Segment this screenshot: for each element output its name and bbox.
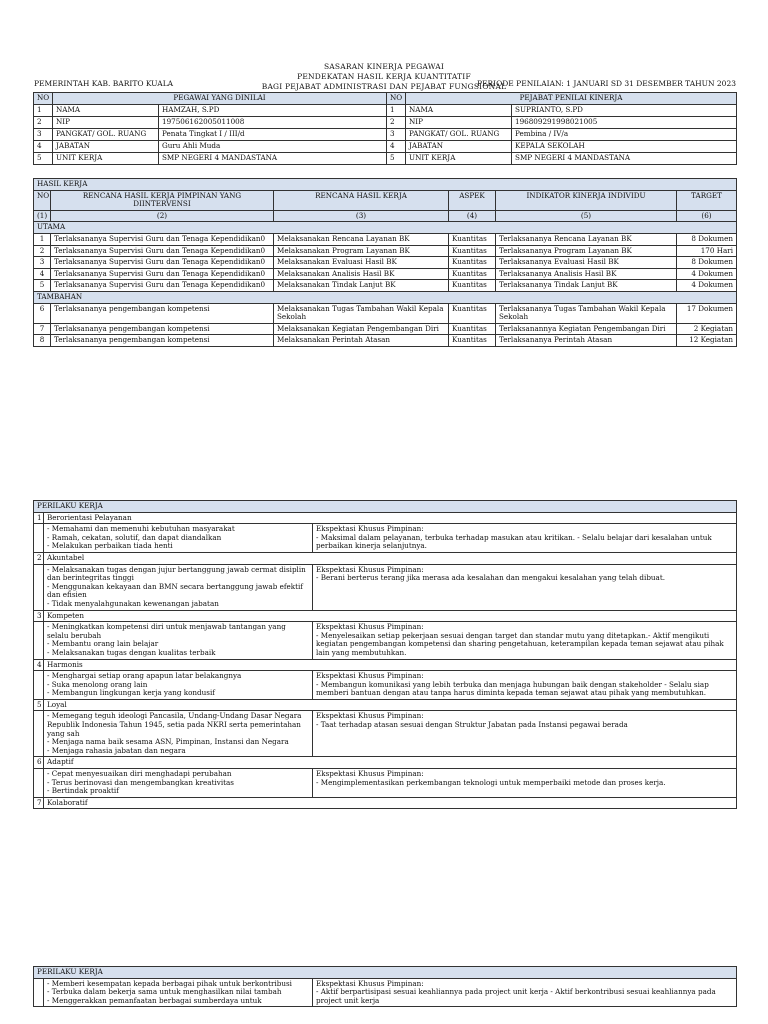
behavior-detail-row [34,711,737,757]
row-no: 4 [34,141,53,153]
column-header: TARGET [677,190,737,210]
behavior-detail-row [34,524,737,553]
behavior-points [44,978,313,1007]
identity-row [34,129,737,141]
tambahan-label: TAMBAHAN [34,291,737,303]
expectation-text: - Membangun komunikasi yang lebih terbuka dan menjaga hubungan baik dengan stakeholder - Selalu siap memberi bantuan dengan atau tanpa harus diminta kepada teman sejawat atau pihak yang membutuhkan. [316,679,709,698]
no-header: NO [34,93,53,105]
rencana-pimpinan: Terlaksananya Supervisi Guru dan Tenaga Kependidikan0 [51,233,274,245]
behavior-name: Berorientasi Pelayanan [44,512,737,524]
behavior-name: Akuntabel [44,552,737,564]
row-no: 3 [387,129,406,141]
column-header: NO [34,190,51,210]
expectation-label: Ekspektasi Khusus Pimpinan: [316,978,424,988]
list-item: - Tidak menyalahgunakan kewenangan jabatan [47,600,309,609]
aspek: Kuantitas [449,233,496,245]
column-number: (5) [496,210,677,222]
rencana-pimpinan: Terlaksananya Supervisi Guru dan Tenaga Kependidikan0 [51,280,274,292]
list-item: - Memberi kesempatan kepada berbagai pihak untuk berkontribusi [47,980,309,989]
field-value: Pembina / IV/a [512,129,737,141]
behavior-title-row [34,552,737,564]
row-no: 5 [34,153,53,165]
behavior-detail-row [34,622,737,659]
row-no: 3 [34,257,51,269]
rencana-pimpinan: Terlaksananya pengembangan kompetensi [51,303,274,323]
list-item: - Membangun lingkungan kerja yang kondusif [47,689,309,698]
header-line-2: PENDEKATAN HASIL KERJA KUANTITATIF [297,72,471,81]
behavior-points [44,769,313,798]
table-row [34,323,737,335]
expectation-text: - Aktif berpartisipasi sesuai keahliannya pada project unit kerja - Aktif berkontribusi sesuai keahliannya pada project unit kerja [316,987,716,1005]
target: 170 Hari [677,245,737,257]
no-header: NO [387,93,406,105]
expectation-label: Ekspektasi Khusus Pimpinan: [316,769,424,779]
rencana-pimpinan: Terlaksananya pengembangan kompetensi [51,323,274,335]
list-item: - Menggunakan kekayaan dan BMN secara bertanggung jawab efektif dan efisien [47,583,309,600]
behavior-detail-row [34,978,737,1007]
list-item: - Terus berinovasi dan mengembangkan kreativitas [47,779,309,788]
expectation-text: - Maksimal dalam pelayanan, terbuka terhadap masukan atau kritikan. - Selalu belajar dari kesalahan untuk perbaikan kinerja selanjutnya. [316,532,712,551]
target: 4 Dokumen [677,280,737,292]
field-label: UNIT KERJA [406,153,512,165]
aspek: Kuantitas [449,245,496,257]
behavior-title-row [34,699,737,711]
expectation-cell [313,711,737,757]
target: 8 Dokumen [677,233,737,245]
table-row [34,257,737,269]
indikator: Terlaksanannya Kegiatan Pengembangan Diri [496,323,677,335]
row-no: 7 [34,797,44,809]
identity-row [34,105,737,117]
row-no: 5 [34,280,51,292]
aspek: Kuantitas [449,323,496,335]
column-number: (2) [51,210,274,222]
table-row [34,280,737,292]
row-no: 2 [34,117,53,129]
row-no: 5 [387,153,406,165]
row-no: 1 [387,105,406,117]
field-label: JABATAN [53,141,159,153]
behavior-title-row [34,659,737,671]
behavior-name: Loyal [44,699,737,711]
list-item: - Cepat menyesuaikan diri menghadapi perubahan [47,770,309,779]
field-label: NAMA [406,105,512,117]
behavior-detail-row [34,564,737,610]
aspek: Kuantitas [449,257,496,269]
expectation-label: Ekspektasi Khusus Pimpinan: [316,564,424,574]
behavior-title-row [34,797,737,809]
indikator: Terlaksananya Tindak Lanjut BK [496,280,677,292]
section-title: HASIL KERJA [34,179,737,191]
header-line-3: BAGI PEJABAT ADMINISTRASI DAN PEJABAT FUNGSIONAL [261,82,507,91]
list-item: - Menjaga nama baik sesama ASN, Pimpinan, Instansi dan Negara [47,738,309,747]
row-no: 6 [34,303,51,323]
field-value: KEPALA SEKOLAH [512,141,737,153]
expectation-cell [313,564,737,610]
row-no: 2 [34,245,51,257]
expectation-label: Ekspektasi Khusus Pimpinan: [316,622,424,632]
perilaku-kerja-table [33,500,737,809]
list-item: - Menggerakkan pemanfaatan berbagai sumberdaya untuk [47,997,309,1006]
behavior-name: Adaptif [44,757,737,769]
column-header: ASPEK [449,190,496,210]
list-item: - Membantu orang lain belajar [47,640,309,649]
rencana-hasil: Melaksanakan Analisis Hasil BK [274,268,449,280]
field-value: SUPRIANTO, S.PD [512,105,737,117]
field-label: PANGKAT/ GOL. RUANG [53,129,159,141]
row-no: 2 [34,552,44,564]
behavior-points [44,671,313,700]
column-header: RENCANA HASIL KERJA [274,190,449,210]
target: 4 Dokumen [677,268,737,280]
list-item: - Melaksanakan tugas dengan jujur bertanggung jawab cermat disiplin dan berintegritas tinggi [47,566,309,583]
list-item: - Terbuka dalam bekerja sama untuk menghasilkan nilai tambah [47,988,309,997]
section-title: PERILAKU KERJA [34,967,737,979]
behavior-name: Harmonis [44,659,737,671]
list-item: - Melakukan perbaikan tiada henti [47,542,309,551]
field-value: 196809291998021005 [512,117,737,129]
list-item: - Meningkatkan kompetensi diri untuk menjawab tantangan yang selalu berubah [47,623,309,640]
behavior-name: Kolaboratif [44,797,737,809]
row-no: 4 [34,268,51,280]
field-label: NAMA [53,105,159,117]
indikator: Terlaksananya Tugas Tambahan Wakil Kepala Sekolah [496,303,677,323]
column-number: (6) [677,210,737,222]
expectation-label: Ekspektasi Khusus Pimpinan: [316,524,424,534]
table-row [34,303,737,323]
list-item: - Bertindak proaktif [47,787,309,796]
rencana-hasil: Melaksanakan Kegiatan Pengembangan Diri [274,323,449,335]
rencana-hasil: Melaksanakan Tindak Lanjut BK [274,280,449,292]
table-row [34,335,737,347]
field-label: JABATAN [406,141,512,153]
expectation-text: - Taat terhadap atasan sesuai dengan Struktur Jabatan pada Instansi pegawai berada [316,720,628,730]
utama-label: UTAMA [34,222,737,234]
field-value: Penata Tingkat I / III/d [159,129,387,141]
field-value: SMP NEGERI 4 MANDASTANA [159,153,387,165]
assessment-period: PERIODE PENILAIAN: 1 JANUARI SD 31 DESEMBER TAHUN 2023 [477,79,736,88]
indikator: Terlaksananya Perintah Atasan [496,335,677,347]
column-header: RENCANA HASIL KERJA PIMPINAN YANG DIINTERVENSI [51,190,274,210]
row-no: 1 [34,512,44,524]
behavior-points [44,622,313,659]
field-label: NIP [406,117,512,129]
behavior-points [44,711,313,757]
identity-row [34,141,737,153]
rencana-hasil: Melaksanakan Rencana Layanan BK [274,233,449,245]
field-label: UNIT KERJA [53,153,159,165]
rencana-hasil: Melaksanakan Tugas Tambahan Wakil Kepala Sekolah [274,303,449,323]
expectation-label: Ekspektasi Khusus Pimpinan: [316,711,424,721]
hasil-kerja-table [33,178,737,347]
section-title: PERILAKU KERJA [34,501,737,513]
field-value: Guru Ahli Muda [159,141,387,153]
column-header: INDIKATOR KINERJA INDIVIDU [496,190,677,210]
column-number: (3) [274,210,449,222]
row-no: 1 [34,105,53,117]
row-no: 3 [34,610,44,622]
rencana-hasil: Melaksanakan Perintah Atasan [274,335,449,347]
row-no: 6 [34,757,44,769]
field-value: HAMZAH, S.PD [159,105,387,117]
rencana-pimpinan: Terlaksananya pengembangan kompetensi [51,335,274,347]
target: 2 Kegiatan [677,323,737,335]
behavior-title-row [34,757,737,769]
identity-row [34,153,737,165]
row-no: 8 [34,335,51,347]
behavior-points [44,524,313,553]
list-item: - Ramah, cekatan, solutif, dan dapat diandalkan [47,534,309,543]
perilaku-kerja-table-continued [33,966,737,1007]
list-item: - Melaksanakan tugas dengan kualitas terbaik [47,649,309,658]
list-item: - Memegang teguh ideologi Pancasila, Undang-Undang Dasar Negara Republik Indonesia Tahun 1945, setia pada NKRI serta pemerintahan yang sah [47,712,309,738]
row-no: 4 [34,659,44,671]
expectation-cell [313,769,737,798]
row-no: 3 [34,129,53,141]
list-item: - Menjaga rahasia jabatan dan negara [47,747,309,756]
behavior-detail-row [34,769,737,798]
indikator: Terlaksananya Evaluasi Hasil BK [496,257,677,269]
expectation-cell [313,622,737,659]
field-label: PANGKAT/ GOL. RUANG [406,129,512,141]
aspek: Kuantitas [449,280,496,292]
behavior-title-row [34,512,737,524]
expectation-cell [313,524,737,553]
aspek: Kuantitas [449,335,496,347]
row-no: 4 [387,141,406,153]
row-no: 5 [34,699,44,711]
indikator: Terlaksananya Analisis Hasil BK [496,268,677,280]
target: 12 Kegiatan [677,335,737,347]
field-label: NIP [53,117,159,129]
rencana-pimpinan: Terlaksananya Supervisi Guru dan Tenaga Kependidikan0 [51,245,274,257]
expectation-text: - Menyelesaikan setiap pekerjaan sesuai dengan target dan standar mutu yang ditetapkan.- Aktif mengikuti kegiatan pengembangan kompetensi dan sharing pengetahuan, keterampilan kepada teman sejawat atau pihak lain yang membutuhkan. [316,630,724,657]
header-line-1: SASARAN KINERJA PEGAWAI [323,62,445,71]
behavior-points [44,564,313,610]
expectation-label: Ekspektasi Khusus Pimpinan: [316,671,424,681]
target: 17 Dokumen [677,303,737,323]
row-no: 2 [387,117,406,129]
behavior-name: Kompeten [44,610,737,622]
expectation-text: - Berani berterus terang jika merasa ada kesalahan dan mengakui kesalahan yang telah dibuat. [316,573,666,583]
field-value: SMP NEGERI 4 MANDASTANA [512,153,737,165]
table-row [34,233,737,245]
list-item: - Memahami dan memenuhi kebutuhan masyarakat [47,525,309,534]
identity-table [33,92,737,165]
table-row [34,245,737,257]
expectation-text: - Mengimplementasikan perkembangan teknologi untuk memperbaiki metode dan proses kerja. [316,777,666,787]
identity-row [34,117,737,129]
expectation-cell [313,978,737,1007]
behavior-detail-row [34,671,737,700]
list-item: - Menghargai setiap orang apapun latar belakangnya [47,672,309,681]
rencana-pimpinan: Terlaksananya Supervisi Guru dan Tenaga Kependidikan0 [51,268,274,280]
pegawai-title: PEGAWAI YANG DINILAI [53,93,387,105]
row-no: 7 [34,323,51,335]
penilai-title: PEJABAT PENILAI KINERJA [406,93,737,105]
behavior-title-row [34,610,737,622]
column-number: (1) [34,210,51,222]
list-item: - Suka menolong orang lain [47,681,309,690]
target: 8 Dokumen [677,257,737,269]
aspek: Kuantitas [449,268,496,280]
row-no: 1 [34,233,51,245]
rencana-hasil: Melaksanakan Program Layanan BK [274,245,449,257]
aspek: Kuantitas [449,303,496,323]
expectation-cell [313,671,737,700]
rencana-hasil: Melaksanakan Evaluasi Hasil BK [274,257,449,269]
rencana-pimpinan: Terlaksananya Supervisi Guru dan Tenaga Kependidikan0 [51,257,274,269]
institution: PEMERINTAH KAB. BARITO KUALA [34,79,174,88]
column-number: (4) [449,210,496,222]
indikator: Terlaksananya Rencana Layanan BK [496,233,677,245]
table-row [34,268,737,280]
field-value: 197506162005011008 [159,117,387,129]
indikator: Terlaksananya Program Layanan BK [496,245,677,257]
